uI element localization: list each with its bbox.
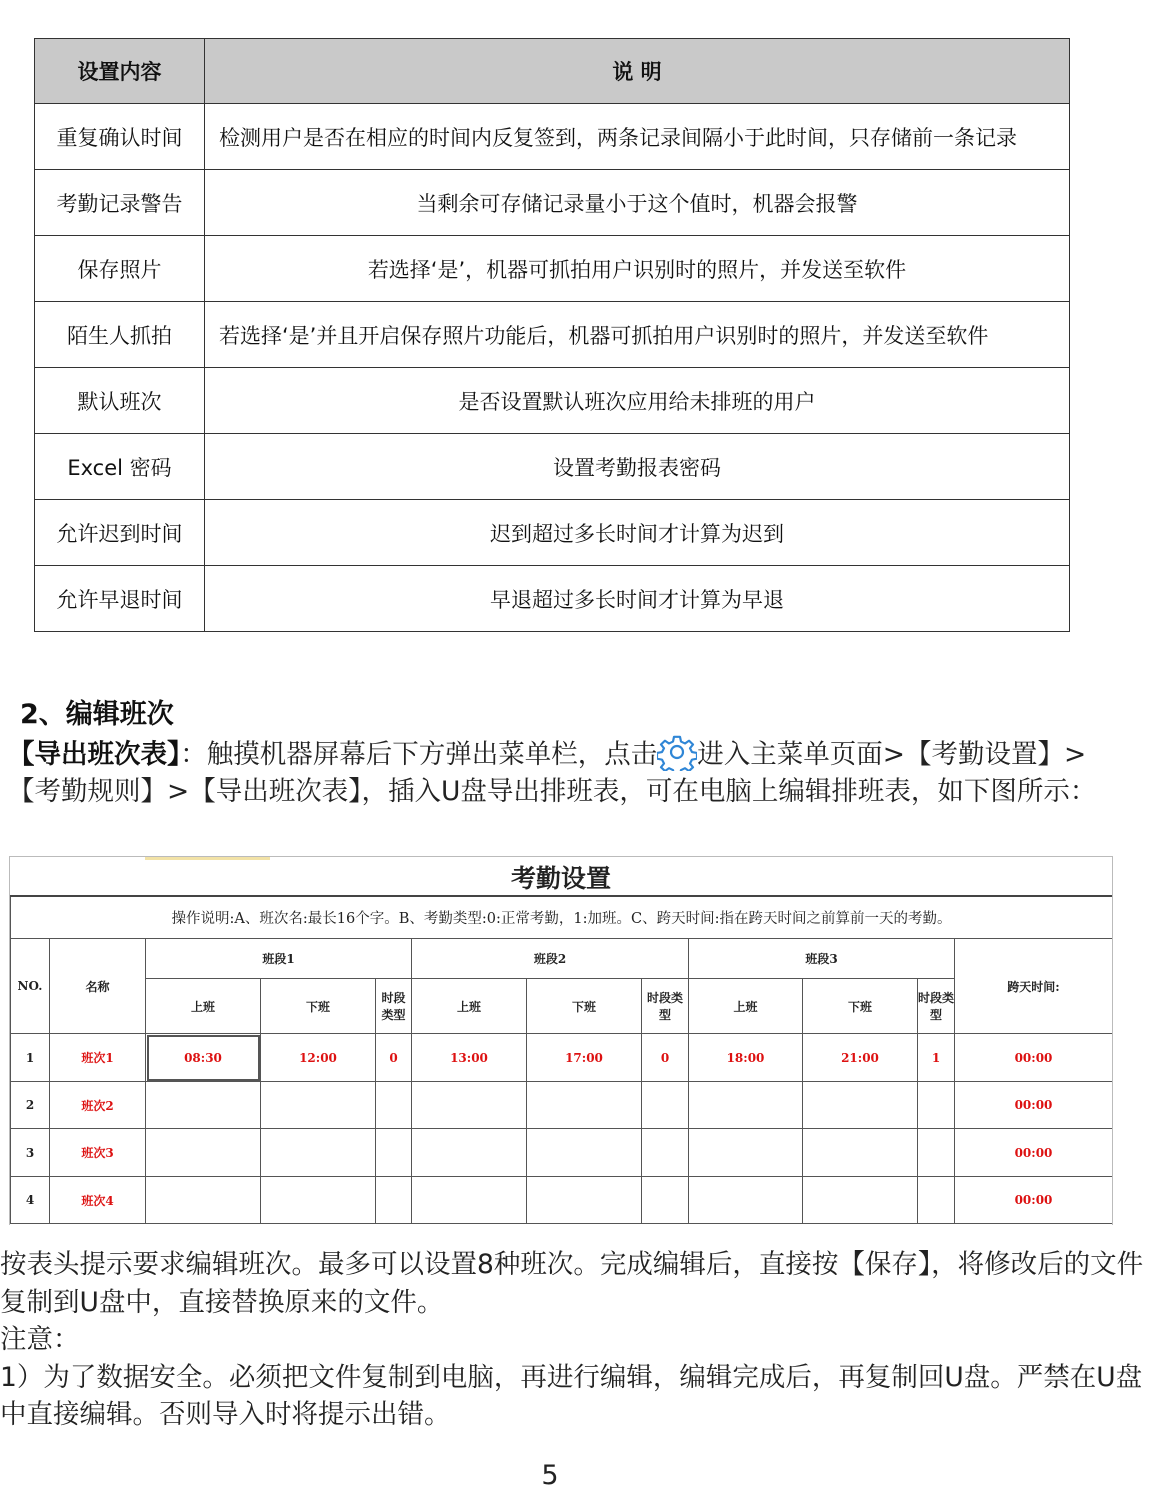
shift-cell[interactable] bbox=[376, 1129, 412, 1177]
shift-cell[interactable] bbox=[803, 1129, 918, 1177]
table-row bbox=[35, 302, 1070, 368]
shift-cell[interactable] bbox=[918, 1129, 955, 1177]
export-label: 【导出班次表】 bbox=[8, 739, 181, 770]
shift-cell[interactable] bbox=[689, 1129, 803, 1177]
shift-cell[interactable] bbox=[412, 1129, 527, 1177]
sheet-row bbox=[11, 1177, 1113, 1224]
segment-1-header: 班段1 bbox=[146, 939, 412, 979]
shift-cell[interactable] bbox=[689, 1082, 803, 1129]
shift-cell[interactable] bbox=[146, 1082, 261, 1129]
sheet-row bbox=[11, 1129, 1113, 1177]
shift-cell[interactable] bbox=[527, 1177, 642, 1224]
sub-header-cell: 上班 bbox=[412, 979, 527, 1034]
setting-description: 若选择‘是’，机器可抓拍用户识别时的照片，并发送至软件 bbox=[205, 236, 1070, 302]
shift-cell[interactable] bbox=[642, 1177, 689, 1224]
sheet-grid bbox=[10, 895, 1113, 1224]
shift-cell[interactable] bbox=[803, 1082, 918, 1129]
table-row bbox=[35, 566, 1070, 632]
setting-name: 允许迟到时间 bbox=[35, 500, 205, 566]
sheet-row bbox=[11, 1034, 1113, 1082]
sheet-tab-highlight bbox=[145, 857, 270, 860]
section-heading: 2、编辑班次 bbox=[20, 699, 174, 730]
body-paragraph-3: 1）为了数据安全。必须把文件复制到电脑，再进行编辑，编辑完成后，再复制回U盘。严禁在U盘中直接编辑。否则导入时将提示出错。 bbox=[0, 1361, 1143, 1430]
sub-header-cell: 下班 bbox=[803, 979, 918, 1034]
shift-cell[interactable] bbox=[376, 1177, 412, 1224]
shift-cell[interactable] bbox=[689, 1177, 803, 1224]
setting-name: 陌生人抓拍 bbox=[35, 302, 205, 368]
shift-cell[interactable] bbox=[412, 1082, 527, 1129]
setting-description: 当剩余可存储记录量小于这个值时，机器会报警 bbox=[205, 170, 1070, 236]
sheet-note: 操作说明:A、班次名:最长16个字。B、考勤类型:0:正常考勤，1:加班。C、跨天时间:指在跨天时间之前算前一天的考勤。 bbox=[11, 896, 1113, 939]
setting-name: Excel 密码 bbox=[35, 434, 205, 500]
body-text bbox=[0, 1246, 1150, 1434]
sub-header-cell: 时段类型 bbox=[642, 979, 689, 1034]
sheet-title: 考勤设置 bbox=[510, 864, 611, 893]
sub-header-cell: 下班 bbox=[261, 979, 376, 1034]
table-row bbox=[35, 434, 1070, 500]
table-row bbox=[35, 104, 1070, 170]
shift-cell[interactable] bbox=[261, 1129, 376, 1177]
sheet-row bbox=[11, 1082, 1113, 1129]
col-cross-header: 跨天时间: bbox=[955, 939, 1113, 1034]
setting-name: 默认班次 bbox=[35, 368, 205, 434]
shift-cell[interactable] bbox=[803, 1177, 918, 1224]
header-setting: 设置内容 bbox=[35, 39, 205, 104]
table-row bbox=[35, 170, 1070, 236]
body-paragraph-1: 按表头提示要求编辑班次。最多可以设置8种班次。完成编辑后，直接按【保存】，将修改后的文件复制到U盘中，直接替换原来的文件。 bbox=[0, 1249, 1144, 1318]
shift-name[interactable]: 班次3 bbox=[50, 1129, 146, 1177]
settings-table bbox=[34, 38, 1070, 632]
shift-cell[interactable] bbox=[642, 1129, 689, 1177]
gear-icon bbox=[657, 735, 697, 771]
para-text-1: ：触摸机器屏幕后下方弹出菜单栏，点击 bbox=[180, 739, 658, 770]
shift-cell[interactable] bbox=[527, 1082, 642, 1129]
table-row bbox=[35, 500, 1070, 566]
shift-name[interactable]: 班次2 bbox=[50, 1082, 146, 1129]
sub-header-cell: 上班 bbox=[146, 979, 261, 1034]
shift-spreadsheet bbox=[9, 856, 1113, 1225]
sub-header-cell: 时段类型 bbox=[918, 979, 955, 1034]
shift-cell[interactable] bbox=[412, 1177, 527, 1224]
row-number[interactable]: 2 bbox=[11, 1082, 50, 1129]
table-header-row bbox=[35, 39, 1070, 104]
para-text-2: 进入主菜单页面>【考勤设置】>【考勤规则】>【导出班次表】，插入U盘导出排班表，可在电脑上编辑排班表，如下图所示： bbox=[8, 739, 1097, 807]
shift-cell[interactable] bbox=[527, 1129, 642, 1177]
table-row bbox=[35, 368, 1070, 434]
setting-description: 检测用户是否在相应的时间内反复签到，两条记录间隔小于此时间，只存储前一条记录 bbox=[205, 104, 1070, 170]
shift-cell[interactable]: 1 bbox=[918, 1034, 955, 1082]
settings-table-body bbox=[35, 104, 1070, 632]
shift-cell[interactable] bbox=[918, 1082, 955, 1129]
setting-description: 是否设置默认班次应用给未排班的用户 bbox=[205, 368, 1070, 434]
row-number[interactable]: 1 bbox=[11, 1034, 50, 1082]
shift-cell[interactable] bbox=[261, 1082, 376, 1129]
shift-cell[interactable]: 08:30 bbox=[146, 1034, 261, 1082]
sub-header-cell: 上班 bbox=[689, 979, 803, 1034]
shift-cell[interactable] bbox=[642, 1082, 689, 1129]
shift-name[interactable]: 班次1 bbox=[50, 1034, 146, 1082]
shift-cell[interactable]: 0 bbox=[376, 1034, 412, 1082]
setting-name: 保存照片 bbox=[35, 236, 205, 302]
table-row bbox=[35, 236, 1070, 302]
shift-cell[interactable]: 12:00 bbox=[261, 1034, 376, 1082]
shift-cell[interactable]: 17:00 bbox=[527, 1034, 642, 1082]
body-paragraph-2: 注意： bbox=[0, 1324, 80, 1355]
header-description: 说 明 bbox=[205, 39, 1070, 104]
shift-cell[interactable] bbox=[918, 1177, 955, 1224]
shift-cell[interactable] bbox=[376, 1082, 412, 1129]
sub-header-row bbox=[11, 979, 1113, 1034]
row-number[interactable]: 3 bbox=[11, 1129, 50, 1177]
row-number[interactable]: 4 bbox=[11, 1177, 50, 1224]
shift-cell[interactable]: 13:00 bbox=[412, 1034, 527, 1082]
section-paragraph bbox=[8, 735, 1118, 810]
setting-description: 若选择‘是’并且开启保存照片功能后，机器可抓拍用户识别时的照片，并发送至软件 bbox=[205, 302, 1070, 368]
cross-day-time[interactable]: 00:00 bbox=[955, 1034, 1113, 1082]
col-name-header: 名称 bbox=[50, 939, 146, 1034]
setting-description: 迟到超过多长时间才计算为迟到 bbox=[205, 500, 1070, 566]
cross-day-time[interactable]: 00:00 bbox=[955, 1129, 1113, 1177]
cross-day-time[interactable]: 00:00 bbox=[955, 1082, 1113, 1129]
shift-cell[interactable] bbox=[261, 1177, 376, 1224]
setting-description: 早退超过多长时间才计算为早退 bbox=[205, 566, 1070, 632]
setting-name: 考勤记录警告 bbox=[35, 170, 205, 236]
setting-name: 重复确认时间 bbox=[35, 104, 205, 170]
col-no-header: NO. bbox=[11, 939, 50, 1034]
shift-cell[interactable]: 0 bbox=[642, 1034, 689, 1082]
segment-3-header: 班段3 bbox=[689, 939, 955, 979]
shift-cell[interactable] bbox=[146, 1177, 261, 1224]
sub-header-cell: 时段类型 bbox=[376, 979, 412, 1034]
segment-2-header: 班段2 bbox=[412, 939, 689, 979]
sub-header-cell: 下班 bbox=[527, 979, 642, 1034]
shift-cell[interactable]: 18:00 bbox=[689, 1034, 803, 1082]
shift-name[interactable]: 班次4 bbox=[50, 1177, 146, 1224]
sheet-rows bbox=[11, 1034, 1113, 1224]
shift-cell[interactable] bbox=[146, 1129, 261, 1177]
cross-day-time[interactable]: 00:00 bbox=[955, 1177, 1113, 1224]
shift-cell[interactable]: 21:00 bbox=[803, 1034, 918, 1082]
setting-name: 允许早退时间 bbox=[35, 566, 205, 632]
setting-description: 设置考勤报表密码 bbox=[205, 434, 1070, 500]
page-number: 5 bbox=[541, 1460, 559, 1491]
